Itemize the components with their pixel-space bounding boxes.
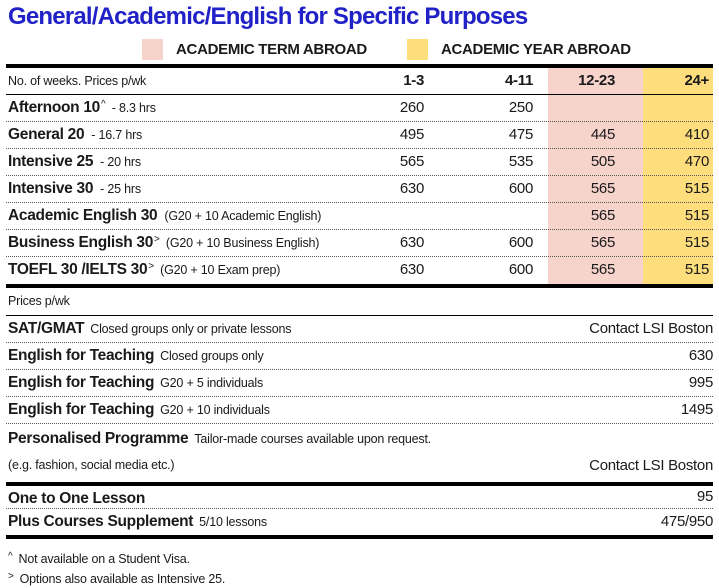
course-detail: G20 + 10 individuals [160, 403, 270, 417]
price-cell: 630 [399, 180, 424, 197]
course-label [6, 122, 360, 148]
course-detail: - 8.3 hrs [111, 101, 156, 115]
course-row-intensive-25 [6, 149, 713, 176]
col-header-1-3: 1-3 [403, 72, 424, 89]
closing-rule [6, 535, 713, 539]
course-label [6, 486, 145, 508]
price-cell: 630 [399, 261, 424, 278]
course-label [6, 370, 263, 396]
footnote-marker: > [148, 261, 155, 272]
year-abroad-swatch [407, 39, 428, 60]
footnote-marker: > [8, 571, 14, 582]
price-cell: 515 [684, 261, 709, 278]
price-cell [424, 203, 548, 229]
price-cell: 630 [399, 234, 424, 251]
legend-item-term [142, 39, 367, 60]
course-detail: Closed groups only or private lessons [90, 322, 292, 336]
course-sub-line [6, 453, 713, 478]
footnote-marker: ^ [101, 99, 106, 110]
course-name: Academic English 30 [8, 207, 158, 224]
course-row-plus-supplement [6, 509, 713, 535]
footnote-marker: ^ [8, 551, 13, 562]
course-name: English for Teaching [8, 401, 155, 418]
price-cell: 600 [508, 234, 533, 251]
price-cell: 600 [508, 180, 533, 197]
course-label [6, 95, 360, 121]
course-detail: G20 + 5 individuals [160, 376, 264, 390]
price-cell: 515 [684, 207, 709, 224]
price-cell [548, 95, 643, 121]
price-cell: 470 [684, 153, 709, 170]
year-abroad-label: ACADEMIC YEAR ABROAD [440, 40, 631, 58]
course-detail: - 25 hrs [100, 182, 141, 196]
course-label [6, 343, 264, 369]
course-detail-examples: (e.g. fashion, social media etc.) [8, 458, 175, 472]
course-detail: (G20 + 10 Business English) [165, 236, 320, 250]
course-name: English for Teaching [8, 347, 155, 364]
col-header-12-23: 12-23 [578, 72, 615, 89]
price-cell: 565 [590, 180, 615, 197]
course-name: Personalised Programme [8, 430, 189, 447]
course-name: Afternoon 10 [8, 99, 100, 116]
price-cell: 600 [508, 261, 533, 278]
course-name: General 20 [8, 126, 85, 143]
col-header-24plus: 24+ [684, 72, 709, 89]
course-row-general-20 [6, 122, 713, 149]
price-cell: 250 [508, 99, 533, 116]
price-cell: 410 [684, 126, 709, 143]
price-cell: 505 [590, 153, 615, 170]
course-detail: (G20 + 10 Academic English) [164, 209, 322, 223]
table-header-row [6, 68, 713, 95]
course-label [6, 316, 291, 342]
course-detail: - 20 hrs [100, 155, 141, 169]
course-label [6, 424, 713, 453]
course-name: TOEFL 30 /IELTS 30 [8, 261, 148, 278]
course-label [6, 257, 360, 284]
price-cell: 475/950 [660, 513, 713, 530]
legend [142, 38, 713, 60]
course-label [6, 509, 267, 535]
course-detail: (G20 + 10 Exam prep) [160, 263, 281, 277]
course-row-personalised-programme [6, 424, 713, 482]
course-name: English for Teaching [8, 374, 155, 391]
course-row-teaching-closed [6, 343, 713, 370]
course-row-toefl-ielts-30 [6, 257, 713, 284]
course-name: SAT/GMAT [8, 320, 85, 337]
footnote-intensive-25 [8, 568, 713, 588]
course-label [6, 176, 360, 202]
footnote-text: Options also available as Intensive 25. [19, 572, 226, 586]
price-cell: 535 [508, 153, 533, 170]
course-label [6, 149, 360, 175]
course-detail: - 16.7 hrs [91, 128, 143, 142]
course-detail: 5/10 lessons [199, 515, 267, 529]
course-label [6, 230, 360, 256]
price-cell: 445 [590, 126, 615, 143]
page-title: General/Academic/English for Specific Purposes [8, 3, 528, 30]
price-cell: 565 [590, 234, 615, 251]
footnote-student-visa [8, 548, 713, 568]
course-label [6, 397, 270, 423]
price-cell: Contact LSI Boston [589, 457, 713, 474]
footnote-text: Not available on a Student Visa. [18, 552, 190, 566]
legend-item-year [407, 39, 631, 60]
course-name: Plus Courses Supplement [8, 513, 194, 530]
price-cell: 260 [399, 99, 424, 116]
price-cell: 1495 [680, 401, 713, 418]
price-cell: 515 [684, 180, 709, 197]
course-row-business-english-30 [6, 230, 713, 257]
price-cell: 565 [590, 207, 615, 224]
price-cell: 515 [684, 234, 709, 251]
course-name: Intensive 30 [8, 180, 94, 197]
course-row-intensive-30 [6, 176, 713, 203]
weeks-header-label: No. of weeks. Prices p/wk [8, 74, 147, 88]
course-row-one-to-one [6, 486, 713, 509]
course-detail: Closed groups only [160, 349, 264, 363]
term-abroad-swatch [142, 39, 163, 60]
col-header-4-11: 4-11 [505, 72, 533, 89]
price-cell [643, 95, 713, 121]
course-detail: Tailor-made courses available upon request. [194, 432, 432, 446]
course-label [6, 203, 360, 229]
main-price-table [6, 68, 713, 284]
price-cell: 565 [590, 261, 615, 278]
price-cell: 565 [399, 153, 424, 170]
footnotes [6, 548, 713, 588]
course-row-afternoon-10 [6, 95, 713, 122]
course-name: One to One Lesson [8, 490, 146, 507]
course-row-teaching-g20-10 [6, 397, 713, 424]
course-name: Intensive 25 [8, 153, 94, 170]
footnote-marker: > [154, 234, 160, 245]
course-row-teaching-g20-5 [6, 370, 713, 397]
course-name: Business English 30 [8, 234, 154, 251]
price-cell: Contact LSI Boston [589, 320, 713, 337]
prices-pwk-subheader: Prices p/wk [6, 288, 713, 316]
course-row-sat-gmat [6, 316, 713, 343]
price-cell: 95 [696, 488, 713, 505]
price-cell: 475 [508, 126, 533, 143]
price-cell: 630 [688, 347, 713, 364]
term-abroad-label: ACADEMIC TERM ABROAD [176, 40, 367, 58]
price-cell: 995 [688, 374, 713, 391]
course-row-academic-english-30 [6, 203, 713, 230]
price-cell [360, 203, 424, 229]
price-list-page [6, 3, 713, 588]
price-cell: 495 [399, 126, 424, 143]
